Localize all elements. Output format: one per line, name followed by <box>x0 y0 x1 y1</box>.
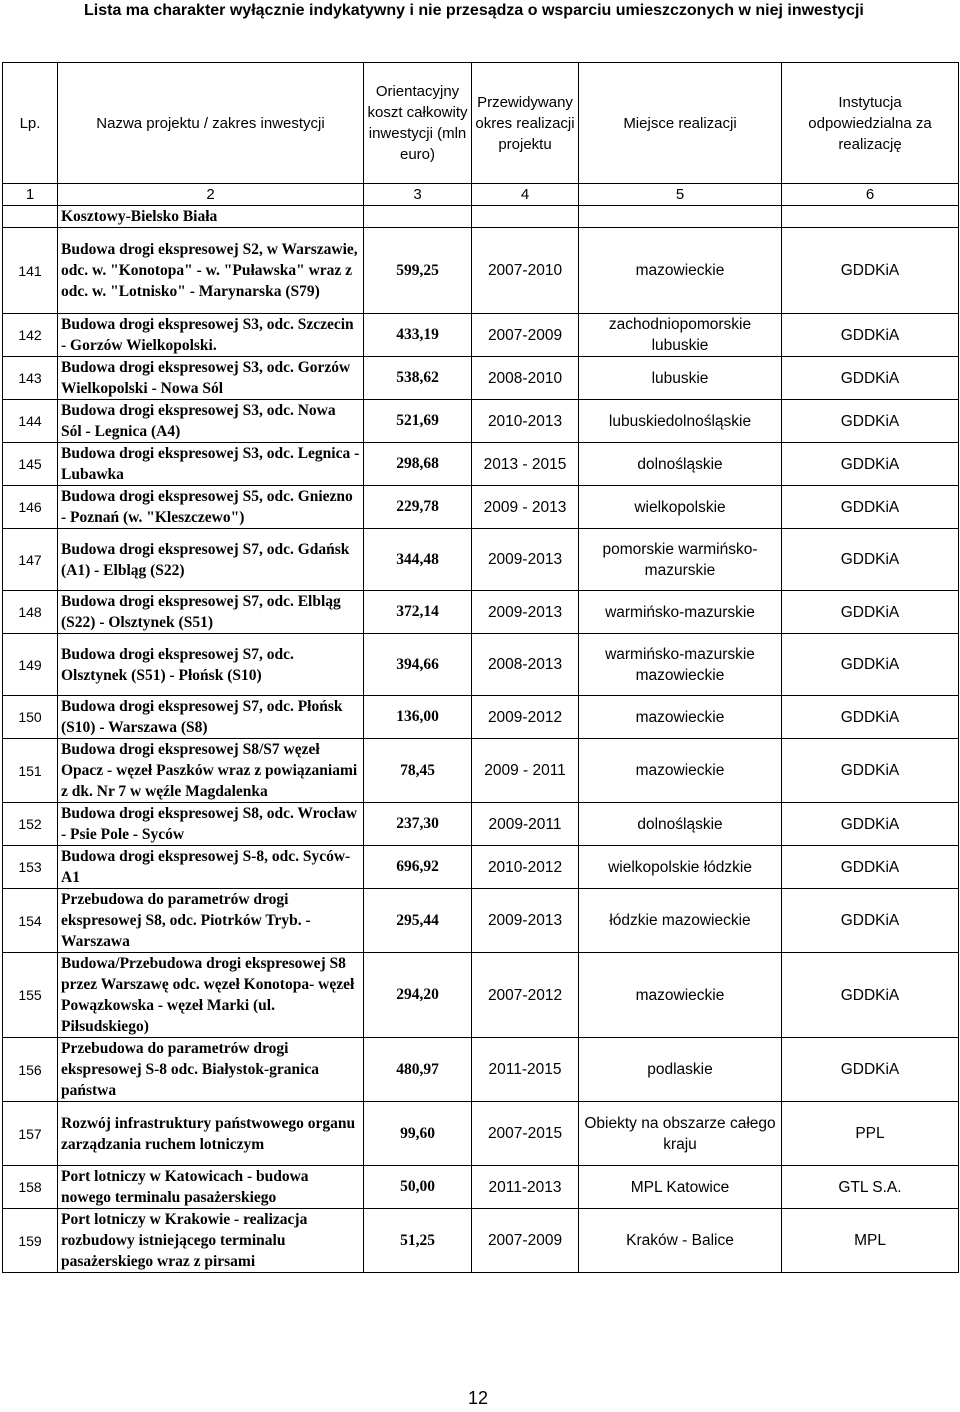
row-name: Budowa drogi ekspresowej S5, odc. Gniezno - Poznań (w. "Kleszczewo") <box>58 486 364 529</box>
pre-row-text: Kosztowy-Bielsko Biała <box>58 206 364 228</box>
row-period: 2009-2013 <box>472 529 579 591</box>
table-row <box>3 314 959 357</box>
table-row <box>3 1166 959 1209</box>
row-institution: GDDKiA <box>782 953 959 1038</box>
row-period: 2007-2009 <box>472 314 579 357</box>
row-place: warmińsko-mazurskie mazowieckie <box>579 634 782 696</box>
row-cost: 50,00 <box>364 1166 472 1209</box>
row-institution: GDDKiA <box>782 634 959 696</box>
document-note: Lista ma charakter wyłącznie indykatywny i nie przesądza o wsparciu umieszczonych w niej inwestycji <box>84 2 864 19</box>
header-cost: Orientacyjny koszt całkowity inwestycji (mln euro) <box>364 63 472 184</box>
row-place: podlaskie <box>579 1038 782 1102</box>
row-institution: GDDKiA <box>782 228 959 314</box>
row-lp: 144 <box>3 400 58 443</box>
row-lp: 143 <box>3 357 58 400</box>
row-period: 2007-2009 <box>472 1209 579 1273</box>
row-cost: 344,48 <box>364 529 472 591</box>
row-period: 2009-2011 <box>472 803 579 846</box>
row-institution: GDDKiA <box>782 357 959 400</box>
table-row <box>3 1209 959 1273</box>
row-place: wielkopolskie <box>579 486 782 529</box>
row-cost: 99,60 <box>364 1102 472 1166</box>
row-lp: 141 <box>3 228 58 314</box>
table-body <box>3 206 959 1273</box>
row-name: Budowa drogi ekspresowej S3, odc. Nowa Sól - Legnica (A4) <box>58 400 364 443</box>
row-name: Budowa/Przebudowa drogi ekspresowej S8 przez Warszawę odc. węzeł Konotopa- węzeł Powązkowska - węzeł Marki (ul. Piłsudskiego) <box>58 953 364 1038</box>
row-name: Budowa drogi ekspresowej S7, odc. Olsztynek (S51) - Płońsk (S10) <box>58 634 364 696</box>
row-name: Budowa drogi ekspresowej S3, odc. Legnica - Lubawka <box>58 443 364 486</box>
row-institution: GTL S.A. <box>782 1166 959 1209</box>
row-period: 2009 - 2013 <box>472 486 579 529</box>
row-period: 2009 - 2011 <box>472 739 579 803</box>
table-row <box>3 1038 959 1102</box>
pre-row <box>3 206 959 228</box>
row-period: 2010-2012 <box>472 846 579 889</box>
row-place: mazowieckie <box>579 739 782 803</box>
column-number: 1 <box>3 184 58 206</box>
row-place: warmińsko-mazurskie <box>579 591 782 634</box>
table-row <box>3 953 959 1038</box>
row-name: Przebudowa do parametrów drogi ekspresowej S-8 odc. Białystok-granica państwa <box>58 1038 364 1102</box>
row-institution: GDDKiA <box>782 696 959 739</box>
row-cost: 78,45 <box>364 739 472 803</box>
row-name: Budowa drogi ekspresowej S8/S7 węzeł Opacz - węzeł Paszków wraz z powiązaniami z dk. Nr 7 w węźle Magdalenka <box>58 739 364 803</box>
row-period: 2011-2013 <box>472 1166 579 1209</box>
table-row <box>3 1102 959 1166</box>
table-row <box>3 486 959 529</box>
row-period: 2009-2013 <box>472 889 579 953</box>
row-name: Przebudowa do parametrów drogi ekspresowej S8, odc. Piotrków Tryb. - Warszawa <box>58 889 364 953</box>
row-name: Port lotniczy w Katowicach - budowa nowego terminalu pasażerskiego <box>58 1166 364 1209</box>
row-institution: GDDKiA <box>782 486 959 529</box>
row-period: 2008-2013 <box>472 634 579 696</box>
row-cost: 599,25 <box>364 228 472 314</box>
table-row <box>3 591 959 634</box>
row-cost: 51,25 <box>364 1209 472 1273</box>
row-place: wielkopolskie łódzkie <box>579 846 782 889</box>
column-number: 5 <box>579 184 782 206</box>
row-lp: 149 <box>3 634 58 696</box>
page-number: 12 <box>468 1388 489 1408</box>
column-number-row <box>3 184 959 206</box>
row-lp: 155 <box>3 953 58 1038</box>
row-institution: GDDKiA <box>782 889 959 953</box>
row-lp: 159 <box>3 1209 58 1273</box>
table-row <box>3 400 959 443</box>
row-period: 2007-2012 <box>472 953 579 1038</box>
row-institution: GDDKiA <box>782 443 959 486</box>
row-period: 2009-2013 <box>472 591 579 634</box>
row-place: Obiekty na obszarze całego kraju <box>579 1102 782 1166</box>
row-name: Budowa drogi ekspresowej S7, odc. Elbląg (S22) - Olsztynek (S51) <box>58 591 364 634</box>
row-cost: 394,66 <box>364 634 472 696</box>
row-lp: 156 <box>3 1038 58 1102</box>
row-cost: 480,97 <box>364 1038 472 1102</box>
row-cost: 521,69 <box>364 400 472 443</box>
row-cost: 294,20 <box>364 953 472 1038</box>
table-row <box>3 228 959 314</box>
row-name: Budowa drogi ekspresowej S3, odc. Szczecin - Gorzów Wielkopolski. <box>58 314 364 357</box>
column-number: 3 <box>364 184 472 206</box>
row-place: MPL Katowice <box>579 1166 782 1209</box>
row-period: 2007-2015 <box>472 1102 579 1166</box>
row-place: łódzkie mazowieckie <box>579 889 782 953</box>
row-cost: 538,62 <box>364 357 472 400</box>
header-name: Nazwa projektu / zakres inwestycji <box>58 63 364 184</box>
row-lp: 153 <box>3 846 58 889</box>
row-name: Budowa drogi ekspresowej S3, odc. Gorzów Wielkopolski - Nowa Sól <box>58 357 364 400</box>
row-name: Budowa drogi ekspresowej S2, w Warszawie, odc. w. "Konotopa" - w. "Puławska" wraz z odc. w. "Lotnisko" - Marynarska (S79) <box>58 228 364 314</box>
row-place: Kraków - Balice <box>579 1209 782 1273</box>
row-lp: 142 <box>3 314 58 357</box>
row-period: 2013 - 2015 <box>472 443 579 486</box>
row-period: 2010-2013 <box>472 400 579 443</box>
row-institution: GDDKiA <box>782 591 959 634</box>
row-cost: 696,92 <box>364 846 472 889</box>
row-institution: MPL <box>782 1209 959 1273</box>
row-place: mazowieckie <box>579 953 782 1038</box>
row-institution: GDDKiA <box>782 803 959 846</box>
row-period: 2008-2010 <box>472 357 579 400</box>
row-place: dolnośląskie <box>579 443 782 486</box>
row-name: Budowa drogi ekspresowej S-8, odc. Syców-A1 <box>58 846 364 889</box>
row-lp: 152 <box>3 803 58 846</box>
table-row <box>3 634 959 696</box>
row-period: 2007-2010 <box>472 228 579 314</box>
row-lp: 151 <box>3 739 58 803</box>
row-name: Budowa drogi ekspresowej S7, odc. Gdańsk (A1) - Elbląg (S22) <box>58 529 364 591</box>
header-place: Miejsce realizacji <box>579 63 782 184</box>
investment-table <box>2 62 959 1273</box>
row-institution: GDDKiA <box>782 314 959 357</box>
row-institution: GDDKiA <box>782 1038 959 1102</box>
row-lp: 150 <box>3 696 58 739</box>
row-lp: 158 <box>3 1166 58 1209</box>
row-lp: 154 <box>3 889 58 953</box>
row-cost: 136,00 <box>364 696 472 739</box>
column-number: 2 <box>58 184 364 206</box>
row-name: Budowa drogi ekspresowej S8, odc. Wrocław - Psie Pole - Syców <box>58 803 364 846</box>
row-place: pomorskie warmińsko-mazurskie <box>579 529 782 591</box>
row-name: Rozwój infrastruktury państwowego organu zarządzania ruchem lotniczym <box>58 1102 364 1166</box>
column-number: 4 <box>472 184 579 206</box>
header-lp: Lp. <box>3 63 58 184</box>
row-period: 2011-2015 <box>472 1038 579 1102</box>
header-row <box>3 63 959 184</box>
row-cost: 229,78 <box>364 486 472 529</box>
column-number: 6 <box>782 184 959 206</box>
row-place: lubuskie <box>579 357 782 400</box>
row-place: dolnośląskie <box>579 803 782 846</box>
row-institution: GDDKiA <box>782 529 959 591</box>
row-lp: 157 <box>3 1102 58 1166</box>
table-row <box>3 889 959 953</box>
table-row <box>3 846 959 889</box>
row-institution: PPL <box>782 1102 959 1166</box>
table-row <box>3 443 959 486</box>
row-name: Port lotniczy w Krakowie - realizacja rozbudowy istniejącego terminalu pasażerskiego wraz z pirsami <box>58 1209 364 1273</box>
table-row <box>3 357 959 400</box>
row-cost: 295,44 <box>364 889 472 953</box>
row-place: mazowieckie <box>579 228 782 314</box>
row-cost: 298,68 <box>364 443 472 486</box>
header-period: Przewidywany okres realizacji projektu <box>472 63 579 184</box>
table-row <box>3 803 959 846</box>
row-lp: 147 <box>3 529 58 591</box>
row-institution: GDDKiA <box>782 846 959 889</box>
row-place: mazowieckie <box>579 696 782 739</box>
row-institution: GDDKiA <box>782 739 959 803</box>
row-name: Budowa drogi ekspresowej S7, odc. Płońsk (S10) - Warszawa (S8) <box>58 696 364 739</box>
table-row <box>3 739 959 803</box>
row-lp: 146 <box>3 486 58 529</box>
row-cost: 237,30 <box>364 803 472 846</box>
table-row <box>3 529 959 591</box>
row-lp: 148 <box>3 591 58 634</box>
table-row <box>3 696 959 739</box>
row-lp: 145 <box>3 443 58 486</box>
row-institution: GDDKiA <box>782 400 959 443</box>
header-institution: Instytucja odpowiedzialna za realizację <box>782 63 959 184</box>
row-cost: 372,14 <box>364 591 472 634</box>
row-cost: 433,19 <box>364 314 472 357</box>
row-period: 2009-2012 <box>472 696 579 739</box>
row-place: lubuskiedolnośląskie <box>579 400 782 443</box>
row-place: zachodniopomorskie lubuskie <box>579 314 782 357</box>
